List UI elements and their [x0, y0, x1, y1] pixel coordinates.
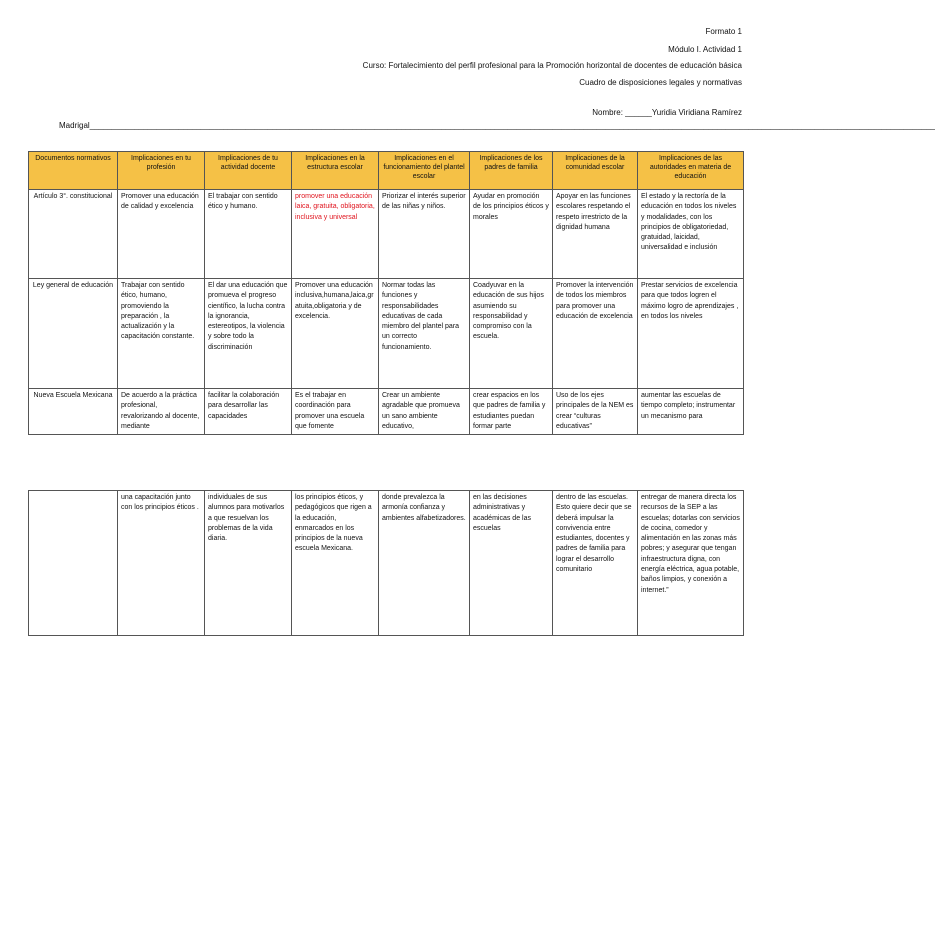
- table-cell: donde prevalezca la armonía confianza y ambientes alfabetizadores.: [379, 491, 470, 636]
- format-label: Formato 1: [705, 27, 742, 36]
- table-cell: Nueva Escuela Mexicana: [29, 389, 118, 435]
- column-header: Implicaciones en tu profesión: [118, 152, 205, 190]
- table-cell: dentro de las escuelas. Esto quiere decir que se deberá impulsar la convivencia entre estudiantes, docentes y padres de familia para lograr el desarrollo comunitario: [553, 491, 638, 636]
- column-header: Implicaciones de la comunidad escolar: [553, 152, 638, 190]
- document-title: Cuadro de disposiciones legales y normativas: [579, 78, 742, 87]
- table-cell: Prestar servicios de excelencia para que todos logren el máximo logro de aprendizajes , en todos los niveles: [638, 279, 744, 389]
- table-cell: facilitar la colaboración para desarrollar las capacidades: [205, 389, 292, 435]
- table-cell: promover una educación laica, gratuita, obligatoria, inclusiva y universal: [292, 190, 379, 279]
- table-cell: [29, 491, 118, 636]
- table-cell: Artículo 3°. constitucional: [29, 190, 118, 279]
- table-cell: crear espacios en los que padres de familia y estudiantes puedan formar parte: [470, 389, 553, 435]
- table-cell: El estado y la rectoría de la educación en todos los niveles y modalidades, con los principios de obligatoriedad, gratuidad, laicidad, universalidad e inclusión: [638, 190, 744, 279]
- surname-line: Madrigal______________________________________________________________________________________________________________________________________________________________________________________________: [59, 121, 935, 130]
- table-cell: El dar una educación que promueva el progreso científico, la lucha contra la ignorancia, estereotipos, la violencia y sobre todo la discriminación: [205, 279, 292, 389]
- table-cell: De acuerdo a la práctica profesional, revalorizando al docente, mediante: [118, 389, 205, 435]
- table-header-row: [29, 152, 744, 190]
- module-label: Módulo I. Actividad 1: [668, 45, 742, 54]
- table-cell: Uso de los ejes principales de la NEM es crear “culturas educativas”: [553, 389, 638, 435]
- column-header: Implicaciones de las autoridades en materia de educación: [638, 152, 744, 190]
- regulations-table: [28, 151, 744, 435]
- table-cell: Crear un ambiente agradable que promueva un sano ambiente educativo,: [379, 389, 470, 435]
- table-cell: Ayudar en promoción de los principios éticos y morales: [470, 190, 553, 279]
- table-cell: en las decisiones administrativas y académicas de las escuelas: [470, 491, 553, 636]
- course-title: Curso: Fortalecimiento del perfil profesional para la Promoción horizontal de docentes de educación básica: [362, 61, 742, 70]
- table-row: [29, 491, 744, 636]
- column-header: Documentos normativos: [29, 152, 118, 190]
- table-cell: Normar todas las funciones y responsabilidades educativas de cada miembro del plantel para un correcto funcionamiento.: [379, 279, 470, 389]
- name-line: Nombre: ______Yuridia Viridiana Ramírez: [592, 108, 742, 117]
- table-cell: Coadyuvar en la educación de sus hijos asumiendo su responsabilidad y compromiso con la escuela.: [470, 279, 553, 389]
- column-header: Implicaciones de los padres de familia: [470, 152, 553, 190]
- table-cell: Promover una educación inclusiva,humana,laica,gratuita,obligatoria y de excelencia.: [292, 279, 379, 389]
- regulations-table-continuation: [28, 490, 744, 636]
- table-cell: una capacitación junto con los principios éticos .: [118, 491, 205, 636]
- table-cell: Ley general de educación: [29, 279, 118, 389]
- table-cell: Promover la intervención de todos los miembros para promover una educación de excelencia: [553, 279, 638, 389]
- table-row: [29, 279, 744, 389]
- table-cell: Promover una educación de calidad y excelencia: [118, 190, 205, 279]
- table-cell: Trabajar con sentido ético, humano, promoviendo la preparación , la actualización y la capacitación constante.: [118, 279, 205, 389]
- table-row: [29, 190, 744, 279]
- table-cell: entregar de manera directa los recursos de la SEP a las escuelas; dotarlas con servicios de cocina, comedor y alimentación en las zonas más pobres; y asegurar que tengan infraestructura digna, con energía eléctrica, agua potable, baños limpios, y conexión a internet.”: [638, 491, 744, 636]
- table-row: [29, 389, 744, 435]
- column-header: Implicaciones en la estructura escolar: [292, 152, 379, 190]
- table-cell: aumentar las escuelas de tiempo completo; instrumentar un mecanismo para: [638, 389, 744, 435]
- table-cell: Es el trabajar en coordinación para promover una escuela que fomente: [292, 389, 379, 435]
- column-header: Implicaciones de tu actividad docente: [205, 152, 292, 190]
- table-cell: Apoyar en las funciones escolares respetando el respeto irrestricto de la dignidad humana: [553, 190, 638, 279]
- column-header: Implicaciones en el funcionamiento del plantel escolar: [379, 152, 470, 190]
- table-cell: individuales de sus alumnos para motivarlos a que resuelvan los problemas de la vida diaria.: [205, 491, 292, 636]
- table-cell: Priorizar el interés superior de las niñas y niños.: [379, 190, 470, 279]
- table-cell: El trabajar con sentido ético y humano.: [205, 190, 292, 279]
- table-cell: los principios éticos, y pedagógicos que rigen a la educación, enmarcados en los principios de la nueva escuela Mexicana.: [292, 491, 379, 636]
